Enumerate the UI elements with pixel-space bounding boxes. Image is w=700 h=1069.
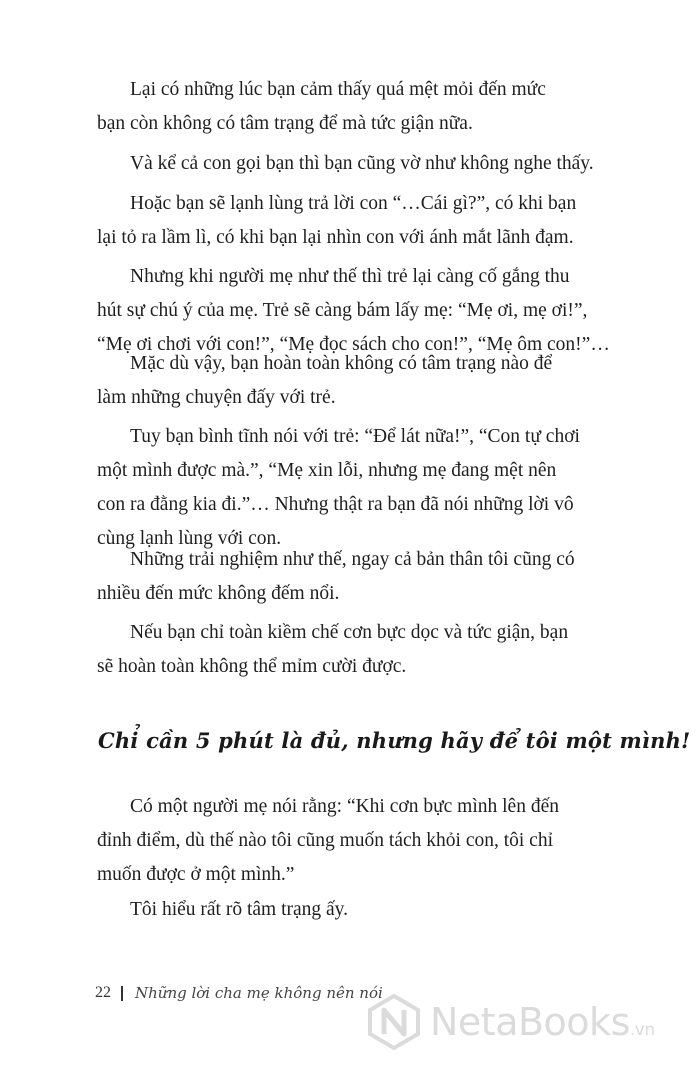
text-line: muốn được ở một mình.”	[97, 864, 295, 885]
text-line: Tôi hiểu rất rõ tâm trạng ấy.	[130, 899, 349, 920]
text-line: đỉnh điểm, dù thế nào tôi cũng muốn tách khỏi con, tôi chỉ	[97, 830, 554, 851]
paragraph	[97, 420, 617, 556]
text-line: Có một người mẹ nói rằng: “Khi cơn bực mình lên đến	[130, 796, 559, 817]
text-line: hút sự chú ý của mẹ. Trẻ sẽ càng bám lấy mẹ: “Mẹ ơi, mẹ ơi!”,	[97, 300, 588, 321]
text-line: lại tỏ ra lầm lì, có khi bạn lại nhìn con với ánh mắt lãnh đạm.	[97, 227, 574, 248]
paragraph	[97, 187, 617, 255]
text-line: Nhưng khi người mẹ như thế thì trẻ lại càng cố gắng thu	[130, 266, 570, 287]
page-footer	[95, 984, 383, 1002]
text-line: Mặc dù vậy, bạn hoàn toàn không có tâm trạng nào để	[130, 353, 553, 374]
text-line: Nếu bạn chỉ toàn kiềm chế cơn bực dọc và tức giận, bạn	[130, 622, 569, 643]
text-line: Những trải nghiệm như thế, ngay cả bản thân tôi cũng có	[130, 549, 575, 570]
text-line: Hoặc bạn sẽ lạnh lùng trả lời con “…Cái gì?”, có khi bạn	[130, 193, 577, 214]
paragraph	[97, 616, 617, 684]
watermark	[366, 994, 655, 1050]
watermark-text	[430, 1000, 655, 1044]
text-line: bạn còn không có tâm trạng để mà tức giận nữa.	[97, 113, 473, 134]
text-line: Lại có những lúc bạn cảm thấy quá mệt mỏi đến mức	[130, 79, 546, 100]
footer-divider	[121, 986, 123, 1001]
section-heading: Chỉ cần 5 phút là đủ, nhưng hãy để tôi một mình!	[98, 728, 691, 753]
netabooks-logo-icon	[366, 994, 422, 1050]
paragraph	[97, 893, 617, 927]
text-line: một mình được mà.”, “Mẹ xin lỗi, nhưng mẹ đang mệt nên	[97, 460, 557, 481]
text-line: Tuy bạn bình tĩnh nói với trẻ: “Để lát nữa!”, “Con tự chơi	[130, 426, 580, 447]
paragraph	[97, 543, 617, 611]
watermark-suffix: .vn	[629, 1020, 655, 1040]
text-line: con ra đằng kia đi.”… Nhưng thật ra bạn đã nói những lời vô	[97, 494, 574, 515]
text-line: sẽ hoàn toàn không thể mỉm cười được.	[97, 656, 407, 677]
text-line: “Mẹ ơi chơi với con!”, “Mẹ đọc sách cho con!”, “Mẹ ôm con!”…	[97, 334, 610, 355]
paragraph	[97, 790, 617, 892]
watermark-brand: NetaBooks	[430, 1000, 630, 1044]
running-head: Những lời cha mẹ không nên nói	[135, 984, 383, 1002]
text-line: làm những chuyện đấy với trẻ.	[97, 387, 336, 408]
text-line: nhiều đến mức không đếm nổi.	[97, 583, 340, 604]
paragraph	[97, 73, 617, 141]
paragraph	[97, 347, 617, 415]
paragraph	[97, 147, 617, 181]
page-number: 22	[95, 984, 111, 1001]
text-line: cùng lạnh lùng với con.	[97, 528, 282, 549]
text-line: Và kể cả con gọi bạn thì bạn cũng vờ như không nghe thấy.	[130, 153, 594, 174]
